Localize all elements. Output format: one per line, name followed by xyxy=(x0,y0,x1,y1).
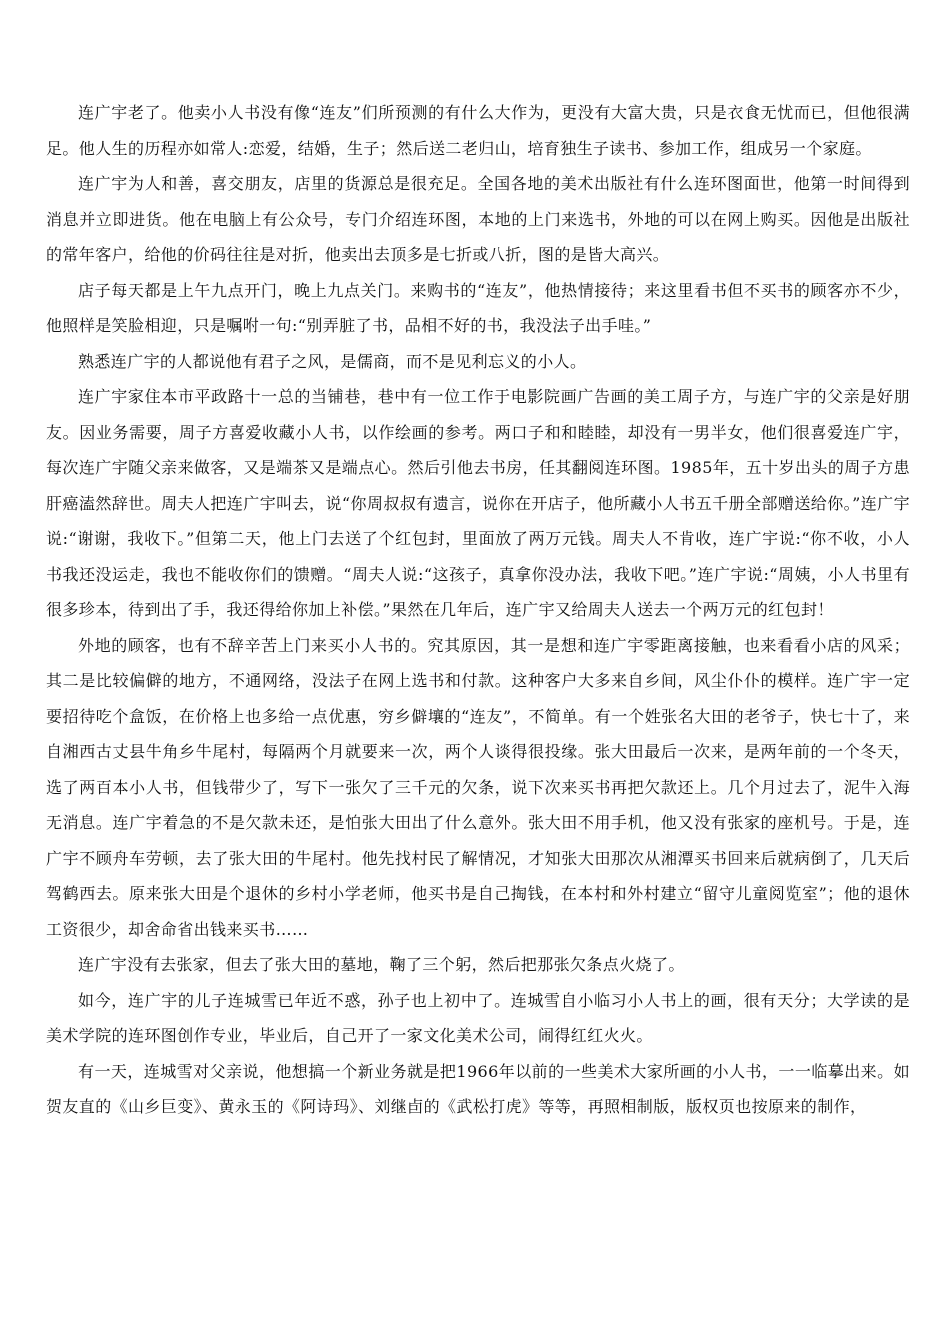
paragraph-8: 如今，连广宇的儿子连城雪已年近不惑，孙子也上初中了。连城雪自小临习小人书上的画，很有天分；大学读的是美术学院的连环图创作专业，毕业后，自己开了一家文化美术公司，闹得红红火火。 xyxy=(46,990,910,1045)
paragraph-3: 店子每天都是上午九点开门，晚上九点关门。来购书的“连友”，他热情接待；来这里看书但不买书的顾客亦不少，他照样是笑脸相迎，只是嘱咐一句:“别弄脏了书，品相不好的书，我没法子出手哇。” xyxy=(46,280,910,335)
paragraph-5: 连广宇家住本市平政路十一总的当铺巷，巷中有一位工作于电影院画广告画的美工周子方，与连广宇的父亲是好朋友。因业务需要，周子方喜爱收藏小人书，以作绘画的参考。两口子和和睦睦，却没有一男半女，他们很喜爱连广宇，每次连广宇随父亲来做客，又是端茶又是端点心。然后引他去书房，任其翻阅连环图。1985年，五十岁出头的周子方患肝癌溘然辞世。周夫人把连广宇叫去，说“你周叔叔有遗言，说你在开店子，他所藏小人书五千册全部赠送给你。”连广宇说:“谢谢，我收下。”但第二天，他上门去送了个红包封，里面放了两万元钱。周夫人不肯收，连广宇说:“你不收，小人书我还没运走，我也不能收你们的馈赠。“周夫人说:“这孩子，真拿你没办法，我收下吧。”连广宇说:“周姨，小人书里有很多珍本，待到出了手，我还得给你加上补偿。”果然在几年后，连广宇又给周夫人送去一个两万元的红包封！ xyxy=(46,387,910,619)
paragraph-7: 连广宇没有去张家，但去了张大田的墓地，鞠了三个躬，然后把那张欠条点火烧了。 xyxy=(78,955,685,974)
paragraph-1: 连广宇老了。他卖小人书没有像“连友”们所预测的有什么大作为，更没有大富大贵，只是衣食无忧而已，但他很满足。他人生的历程亦如常人:恋爱，结婚，生子；然后送二老归山，培育独生子读书、参加工作，组成另一个家庭。 xyxy=(46,103,910,158)
paragraph-9: 有一天，连城雪对父亲说，他想搞一个新业务就是把1966年以前的一些美术大家所画的小人书，一一临摹出来。如贺友直的《山乡巨变》、黄永玉的《阿诗玛》、刘继卣的《武松打虎》等等，再照相制版，版权页也按原来的制作， xyxy=(46,1061,910,1116)
paragraph-6: 外地的顾客，也有不辞辛苦上门来买小人书的。究其原因，其一是想和连广宇零距离接触，也来看看小店的风采；其二是比较偏僻的地方，不通网络，没法子在网上选书和付款。这种客户大多来自乡间，风尘仆仆的模样。连广宇一定要招待吃个盒饭，在价格上也多给一点优惠，穷乡僻壤的“连友”，不简单。有一个姓张名大田的老爷子，快七十了，来自湘西古丈县牛角乡牛尾村，每隔两个月就要来一次，两个人谈得很投缘。张大田最后一次来，是两年前的一个冬天，选了两百本小人书，但钱带少了，写下一张欠了三千元的欠条，说下次来买书再把欠款还上。几个月过去了，泥牛入海无消息。连广宇着急的不是欠款未还，是怕张大田出了什么意外。张大田不用手机，他又没有张家的座机号。于是，连广宇不顾舟车劳顿，去了张大田的牛尾村。他先找村民了解情况，才知张大田那次从湘潭买书回来后就病倒了，几天后驾鹤西去。原来张大田是个退休的乡村小学老师，他买书是自己掏钱，在本村和外村建立“留守儿童阅览室”；他的退休工资很少，却舍命省出钱来买书…… xyxy=(46,635,910,939)
paragraph-4: 熟悉连广宇的人都说他有君子之风，是儒商，而不是见利忘义的小人。 xyxy=(78,351,587,371)
paragraph-2: 连广宇为人和善，喜交朋友，店里的货源总是很充足。全国各地的美术出版社有什么连环图面世，他第一时间得到消息并立即进货。他在电脑上有公众号，专门介绍连环图，本地的上门来选书，外地的可以在网上购买。因他是出版社的常年客户，给他的价码往往是对折，他卖出去顶多是七折或八折，图的是皆大高兴。 xyxy=(46,174,910,264)
